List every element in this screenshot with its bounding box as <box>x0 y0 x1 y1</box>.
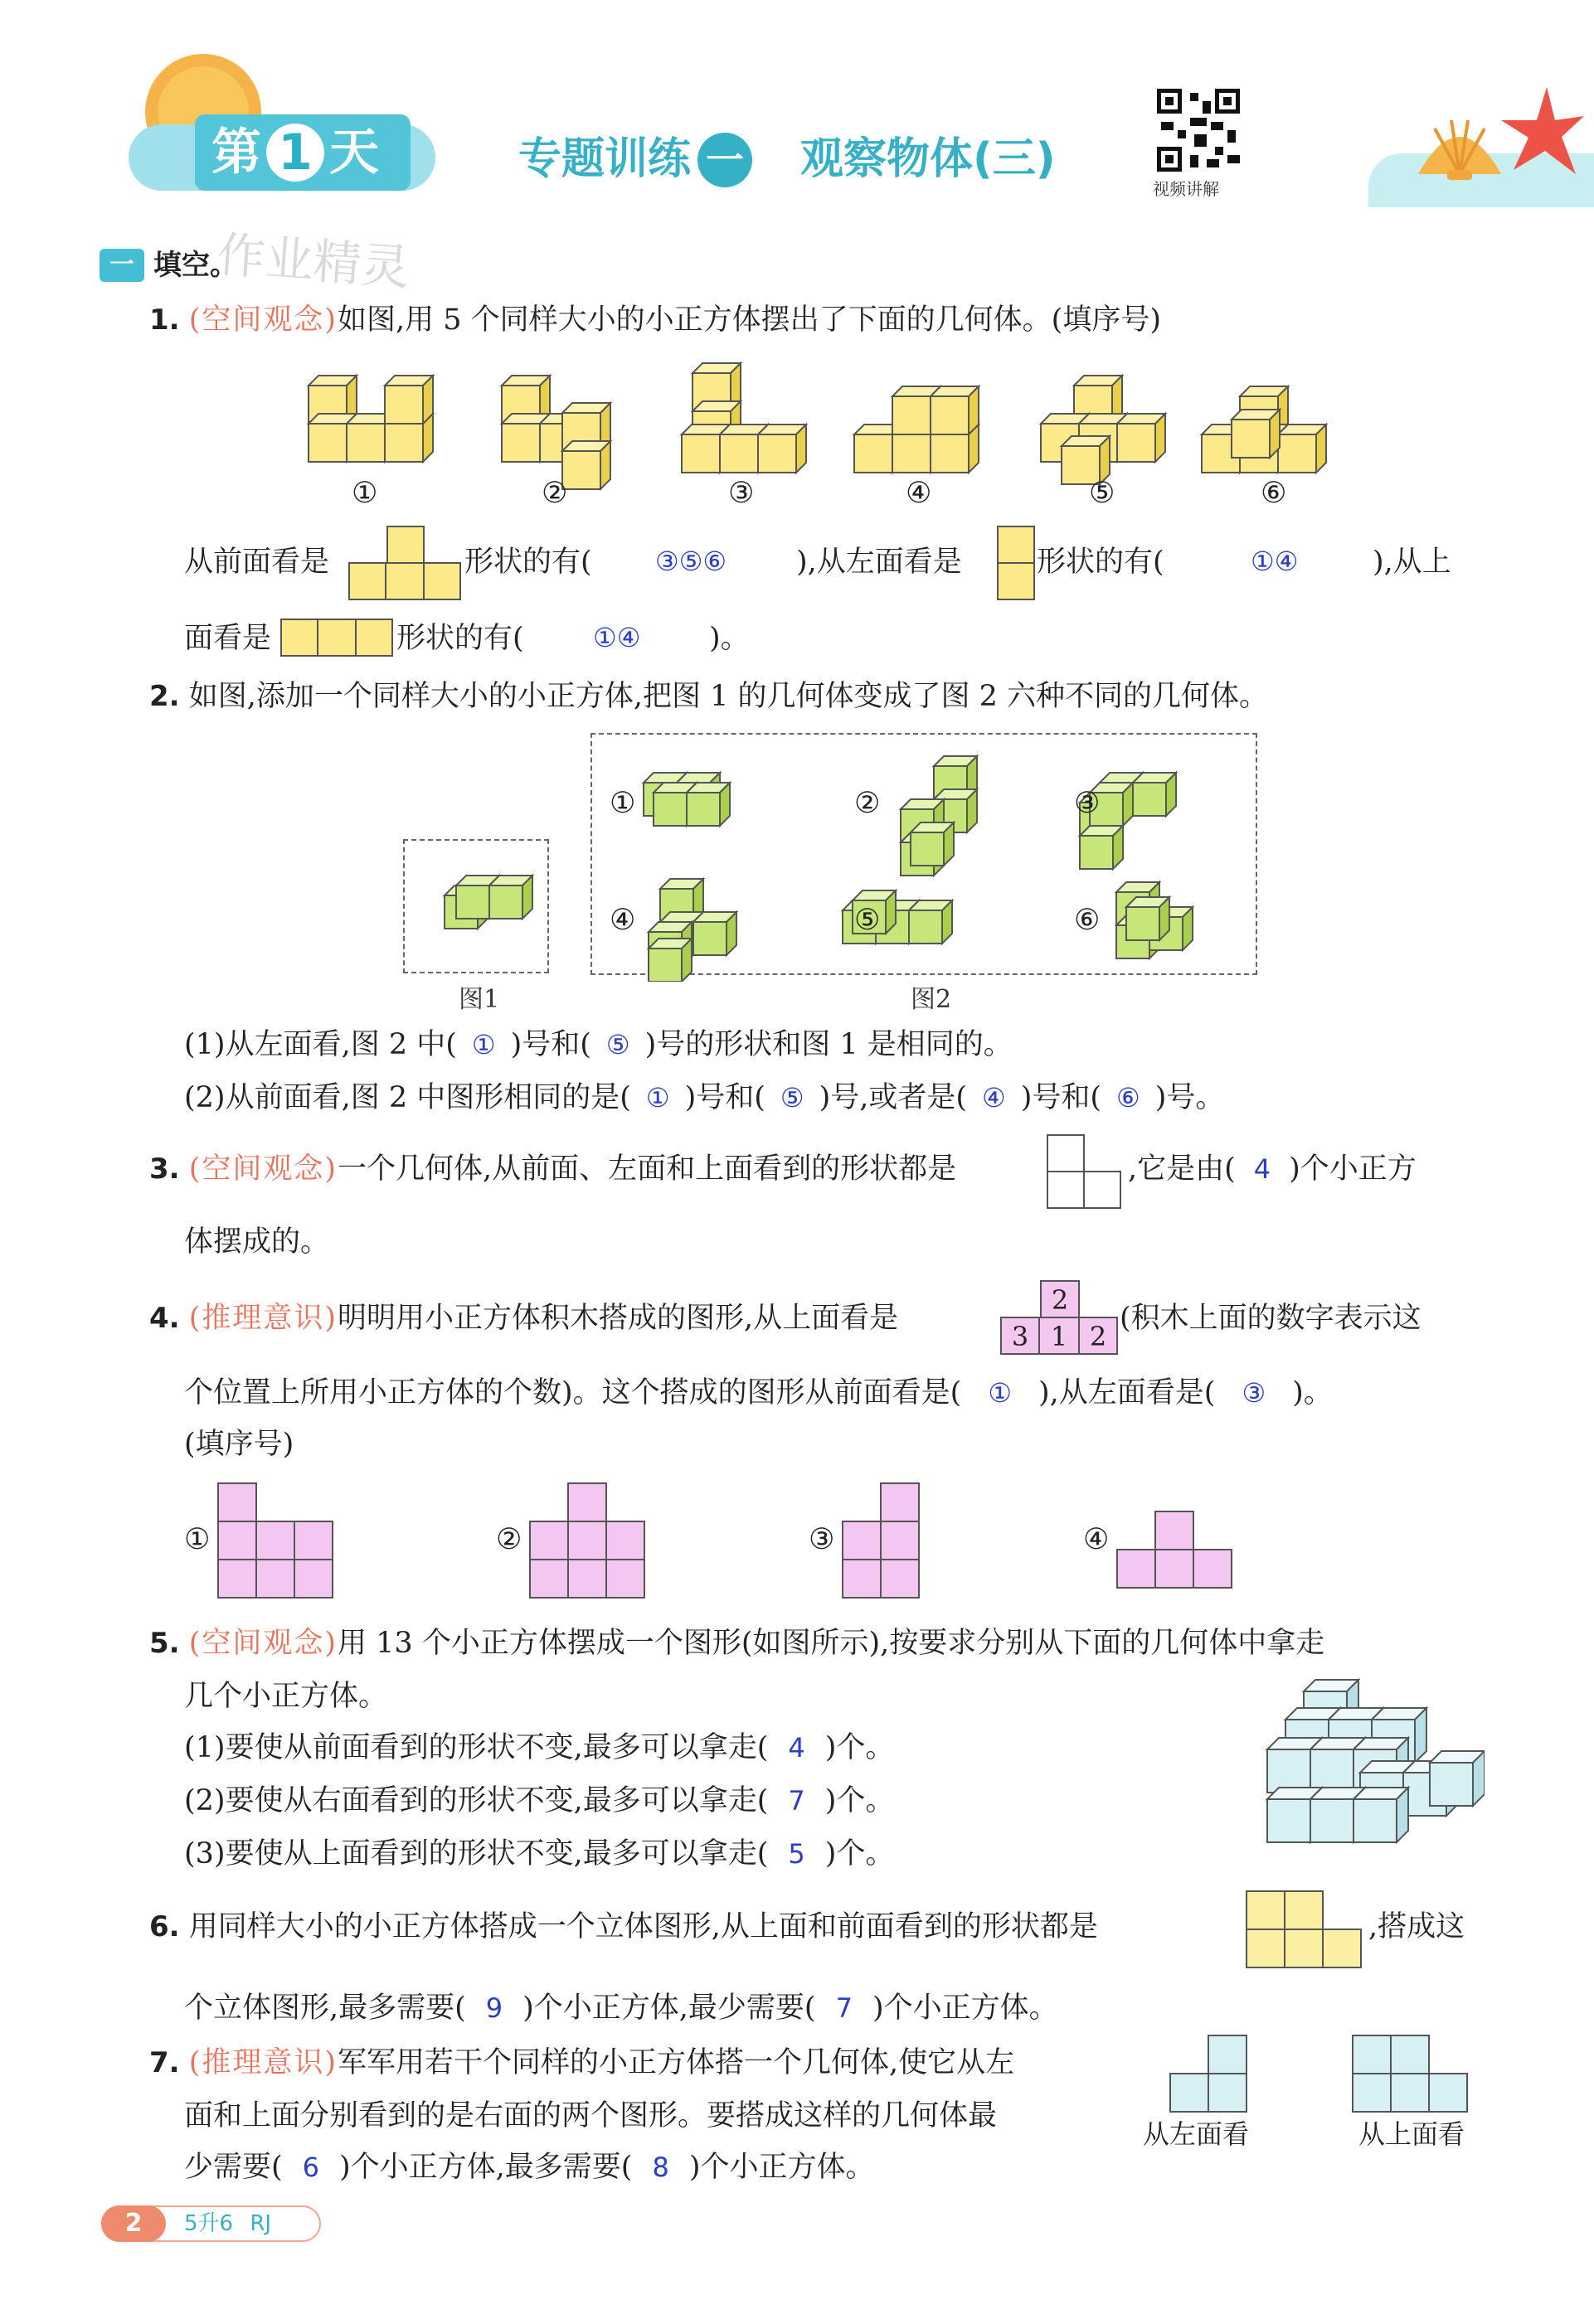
q1-label-2: ② <box>542 477 568 510</box>
q1-fig-2 <box>502 376 610 489</box>
q4-stem: 4. (推理意识)明明用小正方体积木搭成的图形,从上面看是 <box>149 1302 899 1335</box>
q1-label-1: ① <box>352 477 378 510</box>
q1-fig-5 <box>1041 376 1165 484</box>
q2-option-2 <box>901 756 977 876</box>
q4-label-1: ① <box>184 1523 211 1556</box>
q5-line2: 几个小正方体。 <box>184 1680 388 1713</box>
qr-caption: 视频讲解 <box>1153 179 1219 199</box>
q5-sub3: (3)要使从上面看到的形状不变,最多可以拿走( 5 )个。 <box>184 1837 895 1870</box>
q2-s2-answer-4[interactable]: ⑥ <box>1116 1082 1140 1113</box>
q2-sub2: (2)从前面看,图 2 中图形相同的是( ① )号和( ⑤ )号,或者是( ④ )号和( ⑥ )号。 <box>184 1081 1225 1114</box>
q4-option-2 <box>529 1482 647 1600</box>
q4-option-3 <box>842 1482 921 1600</box>
q3-stem: 3. (空间观念)一个几何体,从前面、左面和上面看到的形状都是 <box>149 1152 957 1186</box>
q2-label-3: ③ <box>1074 787 1101 820</box>
q1-label-3: ③ <box>728 477 755 510</box>
q1-line2-a: 面看是 <box>184 622 272 655</box>
q3-answer[interactable]: 4 <box>1253 1153 1271 1185</box>
q2-s1-answer-1[interactable]: ① <box>471 1029 496 1060</box>
day-number: 1 <box>266 124 324 182</box>
q2-s1-answer-2[interactable]: ⑤ <box>605 1029 630 1060</box>
q2-label-6: ⑥ <box>1074 904 1101 937</box>
q2-option-6 <box>1116 882 1193 958</box>
q1-label-6: ⑥ <box>1261 477 1287 510</box>
q6-view-shape <box>1246 1890 1363 1970</box>
q2-stem: 2. 如图,添加一个同样大小的小正方体,把图 1 的几何体变成了图 2 六种不同的几何体。 <box>149 680 1269 713</box>
q5-sub2: (2)要使从右面看到的形状不变,最多可以拿走( 7 )个。 <box>184 1784 895 1817</box>
q1-line1-a: 从前面看是 <box>184 546 330 579</box>
section-title: 填空。 <box>153 249 238 282</box>
q2-label-1: ① <box>610 787 636 820</box>
q6-stem: 6. 用同样大小的小正方体搭成一个立体图形,从上面和前面看到的形状都是 <box>149 1910 1098 1943</box>
q1-line2-c: )。 <box>709 622 750 655</box>
q1-line1-e: ),从上 <box>1373 546 1451 579</box>
page-number: 2 <box>101 2205 166 2242</box>
q2-label-2: ② <box>854 787 881 820</box>
q1-answer-1[interactable]: ③⑤⑥ <box>655 546 727 577</box>
q4-grid-b3: 2 <box>1078 1317 1118 1355</box>
q7-caption-left: 从左面看 <box>1143 2118 1250 2150</box>
q4-label-2: ② <box>496 1523 522 1556</box>
q1-left-view-shape <box>997 526 1035 602</box>
q6-stem-b: ,搭成这 <box>1368 1910 1465 1943</box>
q6-answer-1[interactable]: 9 <box>485 1992 503 2024</box>
q4-option-4 <box>1116 1511 1234 1590</box>
starfish-icon <box>1497 83 1588 182</box>
q4-grid-b2: 1 <box>1038 1317 1080 1355</box>
q1-line1-d: 形状的有( <box>1037 546 1164 579</box>
footer-book: 5升6 RJ <box>184 2211 272 2236</box>
q2-s2-answer-1[interactable]: ① <box>645 1082 670 1113</box>
q2-fig1-shape <box>445 876 532 929</box>
q1-label-5: ⑤ <box>1089 477 1115 510</box>
q4-option-1 <box>217 1482 335 1600</box>
q1-line1-c: ),从左面看是 <box>796 546 962 579</box>
q5-answer-2[interactable]: 7 <box>788 1785 805 1817</box>
q3-view-shape <box>1047 1134 1125 1211</box>
q2-s2-answer-2[interactable]: ⑤ <box>780 1082 804 1113</box>
q7-top-view <box>1352 2035 1470 2114</box>
section-badge: 一 <box>100 249 144 282</box>
q4-grid-top: 2 <box>1040 1280 1080 1318</box>
q6-answer-2[interactable]: 7 <box>835 1992 853 2024</box>
q2-label-4: ④ <box>610 904 636 937</box>
q5-stem: 5. (空间观念)用 13 个小正方体摆成一个图形(如图所示),按要求分别从下面的几何体中拿走 <box>149 1627 1325 1660</box>
day-label: 第 1 天 <box>211 124 379 182</box>
q4-label-3: ③ <box>809 1523 835 1556</box>
q1-top-view-shape <box>280 619 396 657</box>
q4-label-4: ④ <box>1083 1523 1110 1556</box>
q1-fig-1 <box>309 376 433 462</box>
q5-sub1: (1)要使从前面看到的形状不变,最多可以拿走( 4 )个。 <box>184 1731 895 1764</box>
q7-answer-1[interactable]: 6 <box>302 2152 320 2183</box>
q7-answer-2[interactable]: 8 <box>652 2152 669 2183</box>
q3-line2: 体摆成的。 <box>184 1225 330 1259</box>
q1-fig-4 <box>854 386 979 473</box>
q1-line2-b: 形状的有( <box>396 622 524 655</box>
q2-label-5: ⑤ <box>854 904 881 937</box>
q1-figures <box>299 348 1368 514</box>
q7-caption-top: 从上面看 <box>1358 2118 1465 2150</box>
q5-answer-3[interactable]: 5 <box>788 1838 805 1870</box>
q4-line2: 个位置上所用小正方体的个数)。这个搭成的图形从前面看是( ① ),从左面看是( ③ )。 <box>184 1376 1333 1409</box>
q7-left-view <box>1169 2035 1249 2114</box>
q7-line3: 少需要( 6 )个小正方体,最多需要( 8 )个小正方体。 <box>184 2151 875 2184</box>
qr-code-icon[interactable] <box>1153 85 1244 176</box>
q2-fig2-caption: 图2 <box>911 985 952 1014</box>
q1-answer-3[interactable]: ①④ <box>593 622 641 653</box>
q6-line2: 个立体图形,最多需要( 9 )个小正方体,最少需要( 7 )个小正方体。 <box>184 1992 1058 2025</box>
q4-answer-1[interactable]: ① <box>988 1377 1012 1409</box>
q2-figures <box>403 733 1257 982</box>
page-title: 专题训练 一 观察物体(三) <box>518 126 1056 192</box>
q5-answer-1[interactable]: 4 <box>788 1732 805 1764</box>
q4-line3: (填序号) <box>184 1428 294 1461</box>
q4-answer-2[interactable]: ③ <box>1242 1377 1266 1409</box>
q4-stem-b: (积木上面的数字表示这 <box>1120 1302 1421 1335</box>
title-number: 一 <box>697 133 752 187</box>
q2-option-1 <box>644 773 730 826</box>
q1-answer-2[interactable]: ①④ <box>1251 546 1299 577</box>
q2-fig1-caption: 图1 <box>459 985 500 1014</box>
watermark: 作业精灵 <box>215 226 411 296</box>
q1-label-4: ④ <box>906 477 932 510</box>
q4-grid-b1: 3 <box>1000 1317 1040 1355</box>
q1-front-view-shape <box>348 526 464 600</box>
q7-line2: 面和上面分别看到的是右面的两个图形。要搭成这样的几何体最 <box>184 2099 998 2132</box>
q1-stem: 1. (空间观念)如图,用 5 个同样大小的小正方体摆出了下面的几何体。(填序号) <box>149 303 1161 337</box>
q2-sub1: (1)从左面看,图 2 中( ① )号和( ⑤ )号的形状和图 1 是相同的。 <box>184 1028 1013 1061</box>
q1-line1-b: 形状的有( <box>464 546 592 579</box>
q4-top-grid <box>1000 1280 1118 1356</box>
q2-s2-answer-3[interactable]: ④ <box>982 1082 1006 1113</box>
q7-stem: 7. (推理意识)军军用若干个同样的小正方体搭一个几何体,使它从左 <box>149 2046 1015 2079</box>
q1-fig-6 <box>1202 386 1326 473</box>
q5-figure <box>1261 1667 1485 1882</box>
q2-option-4 <box>649 879 736 982</box>
shell-icon <box>1410 108 1509 182</box>
q1-fig-3 <box>682 363 806 473</box>
q3-stem-b: ,它是由( 4 )个小正方 <box>1128 1152 1417 1186</box>
